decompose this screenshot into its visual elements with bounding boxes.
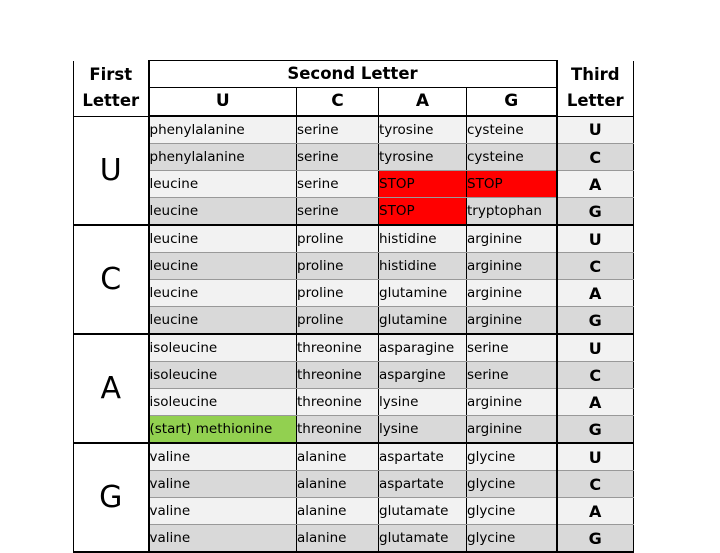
amino-acid-cell: glycine [467, 443, 557, 471]
amino-acid-cell: phenylalanine [149, 116, 297, 144]
first-letter-header-line1: First [89, 65, 133, 84]
amino-acid-cell: lysine [379, 416, 467, 444]
third-letter-cell: U [557, 334, 634, 362]
table-row [74, 253, 634, 280]
table-row [74, 389, 634, 416]
amino-acid-cell: phenylalanine [149, 144, 297, 171]
amino-acid-cell: serine [297, 198, 379, 226]
amino-acid-cell: serine [467, 334, 557, 362]
amino-acid-cell: valine [149, 443, 297, 471]
amino-acid-cell: STOP [379, 198, 467, 226]
amino-acid-cell: arginine [467, 280, 557, 307]
amino-acid-cell: serine [297, 171, 379, 198]
third-letter-cell: C [557, 471, 634, 498]
table-row [74, 443, 634, 471]
amino-acid-cell: cysteine [467, 116, 557, 144]
third-letter-header-line2: Letter [566, 91, 624, 110]
first-letter-cell: G [74, 443, 149, 552]
second-letter-header: Second Letter [149, 61, 557, 88]
amino-acid-cell: aspargine [379, 362, 467, 389]
table-row [74, 171, 634, 198]
codon-table [73, 60, 634, 553]
amino-acid-cell: cysteine [467, 144, 557, 171]
first-letter-cell: C [74, 225, 149, 334]
amino-acid-cell: serine [467, 362, 557, 389]
amino-acid-cell: proline [297, 253, 379, 280]
amino-acid-cell: alanine [297, 525, 379, 553]
third-letter-cell: G [557, 525, 634, 553]
amino-acid-cell: proline [297, 225, 379, 253]
amino-acid-cell: (start) methionine [149, 416, 297, 444]
amino-acid-cell: histidine [379, 225, 467, 253]
amino-acid-cell: proline [297, 307, 379, 335]
amino-acid-cell: histidine [379, 253, 467, 280]
third-letter-cell: G [557, 307, 634, 335]
second-column-header: C [297, 88, 379, 117]
third-letter-cell: A [557, 171, 634, 198]
table-row [74, 525, 634, 553]
third-letter-cell: U [557, 116, 634, 144]
table-row [74, 280, 634, 307]
table-row [74, 334, 634, 362]
amino-acid-cell: serine [297, 144, 379, 171]
amino-acid-cell: glycine [467, 471, 557, 498]
table-row [74, 144, 634, 171]
third-letter-header [557, 61, 634, 117]
table-row [74, 225, 634, 253]
amino-acid-cell: glycine [467, 498, 557, 525]
amino-acid-cell: arginine [467, 253, 557, 280]
amino-acid-cell: arginine [467, 307, 557, 335]
table-row [74, 416, 634, 444]
table-row [74, 471, 634, 498]
amino-acid-cell: arginine [467, 225, 557, 253]
amino-acid-cell: threonine [297, 334, 379, 362]
amino-acid-cell: aspartate [379, 471, 467, 498]
third-letter-cell: A [557, 280, 634, 307]
amino-acid-cell: threonine [297, 362, 379, 389]
third-letter-cell: G [557, 416, 634, 444]
third-letter-cell: C [557, 253, 634, 280]
first-letter-header-line2: Letter [82, 91, 140, 110]
amino-acid-cell: leucine [149, 171, 297, 198]
amino-acid-cell: glutamine [379, 280, 467, 307]
amino-acid-cell: valine [149, 525, 297, 553]
amino-acid-cell: aspartate [379, 443, 467, 471]
first-letter-header [74, 61, 149, 117]
amino-acid-cell: alanine [297, 471, 379, 498]
amino-acid-cell: glycine [467, 525, 557, 553]
table-row [74, 198, 634, 226]
amino-acid-cell: asparagine [379, 334, 467, 362]
table-row [74, 362, 634, 389]
table-row [74, 307, 634, 335]
amino-acid-cell: isoleucine [149, 389, 297, 416]
amino-acid-cell: tyrosine [379, 116, 467, 144]
table-row [74, 498, 634, 525]
table-row [74, 116, 634, 144]
amino-acid-cell: valine [149, 498, 297, 525]
amino-acid-cell: STOP [467, 171, 557, 198]
amino-acid-cell: tryptophan [467, 198, 557, 226]
table-body [74, 116, 634, 552]
third-letter-cell: A [557, 389, 634, 416]
amino-acid-cell: valine [149, 471, 297, 498]
amino-acid-cell: arginine [467, 389, 557, 416]
first-letter-cell: U [74, 116, 149, 225]
amino-acid-cell: proline [297, 280, 379, 307]
third-letter-cell: U [557, 443, 634, 471]
amino-acid-cell: lysine [379, 389, 467, 416]
third-letter-cell: U [557, 225, 634, 253]
amino-acid-cell: glutamate [379, 498, 467, 525]
amino-acid-cell: alanine [297, 443, 379, 471]
amino-acid-cell: glutamate [379, 525, 467, 553]
amino-acid-cell: alanine [297, 498, 379, 525]
amino-acid-cell: tyrosine [379, 144, 467, 171]
third-letter-header-line1: Third [570, 65, 620, 84]
third-letter-cell: G [557, 198, 634, 226]
amino-acid-cell: threonine [297, 416, 379, 444]
second-column-header: G [467, 88, 557, 117]
amino-acid-cell: isoleucine [149, 334, 297, 362]
second-column-header: A [379, 88, 467, 117]
third-letter-cell: C [557, 362, 634, 389]
amino-acid-cell: arginine [467, 416, 557, 444]
amino-acid-cell: serine [297, 116, 379, 144]
second-column-header: U [149, 88, 297, 117]
table-header [74, 61, 634, 117]
third-letter-cell: C [557, 144, 634, 171]
third-letter-cell: A [557, 498, 634, 525]
amino-acid-cell: threonine [297, 389, 379, 416]
amino-acid-cell: leucine [149, 225, 297, 253]
amino-acid-cell: leucine [149, 253, 297, 280]
amino-acid-cell: leucine [149, 198, 297, 226]
amino-acid-cell: STOP [379, 171, 467, 198]
amino-acid-cell: leucine [149, 280, 297, 307]
first-letter-cell: A [74, 334, 149, 443]
amino-acid-cell: glutamine [379, 307, 467, 335]
amino-acid-cell: leucine [149, 307, 297, 335]
amino-acid-cell: isoleucine [149, 362, 297, 389]
